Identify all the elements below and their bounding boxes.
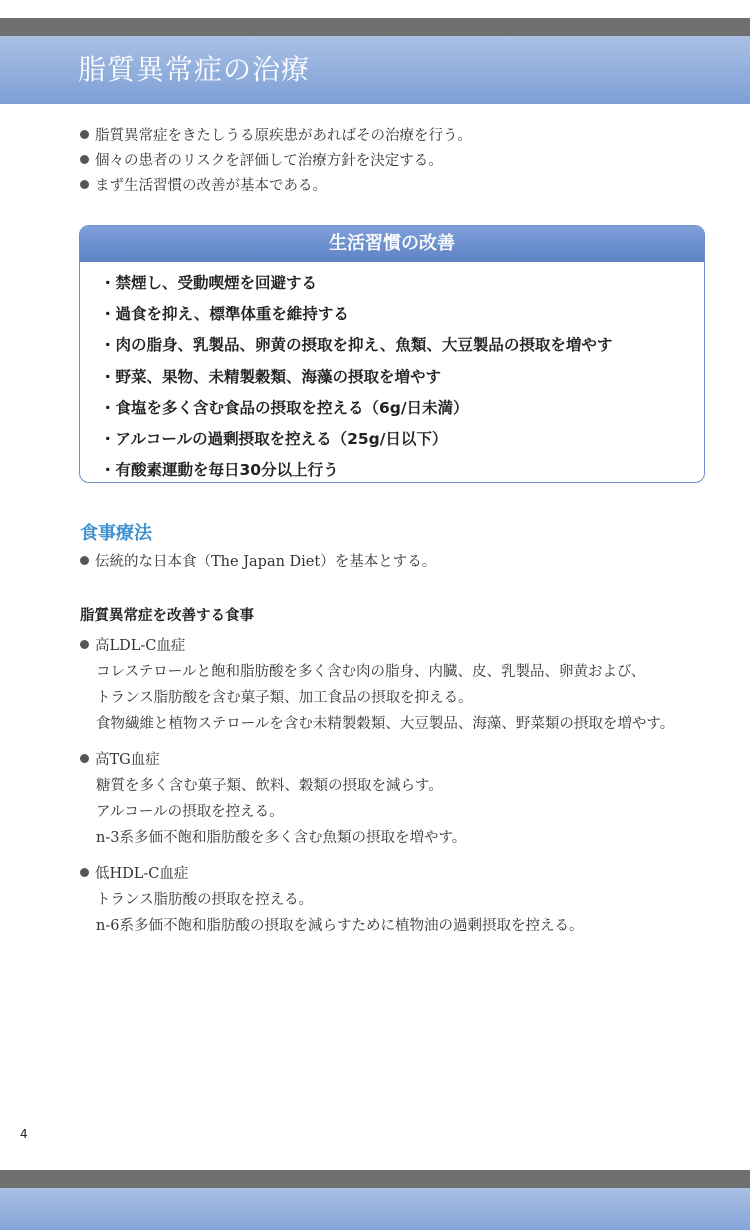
bullet-icon bbox=[80, 180, 89, 189]
page-number: 4 bbox=[20, 1127, 28, 1141]
bottom-band bbox=[0, 1170, 750, 1188]
ldl-group bbox=[80, 634, 730, 737]
intro-item: 個々の患者のリスクを評価して治療方針を決定する。 bbox=[80, 149, 720, 174]
lifestyle-box-title: 生活習慣の改善 bbox=[80, 226, 704, 262]
group-line: トランス脂肪酸の摂取を控える。 bbox=[96, 892, 314, 908]
diet-section-title: 食事療法 bbox=[80, 523, 152, 544]
group-line: コレステロールと飽和脂肪酸を多く含む肉の脂身、内臓、皮、乳製品、卵黄および、 bbox=[96, 664, 646, 680]
page-title: 脂質異常症の治療 bbox=[78, 53, 311, 86]
bullet-icon bbox=[80, 868, 89, 877]
group-title: 高LDL-C血症 bbox=[80, 634, 730, 659]
top-band bbox=[0, 18, 750, 36]
group-line: アルコールの摂取を控える。 bbox=[96, 804, 284, 820]
group-line: 糖質を多く含む菓子類、飲料、穀類の摂取を減らす。 bbox=[96, 778, 443, 794]
lifestyle-item: ・アルコールの過剰摂取を控える（25g/日以下） bbox=[100, 430, 448, 449]
tg-group bbox=[80, 748, 730, 851]
group-title: 高TG血症 bbox=[80, 748, 730, 773]
group-title: 低HDL-C血症 bbox=[80, 862, 730, 887]
lifestyle-item: ・食塩を多く含む食品の摂取を控える（6g/日未満） bbox=[100, 398, 469, 417]
intro-item: 脂質異常症をきたしうる原疾患があればその治療を行う。 bbox=[80, 124, 720, 149]
hdl-group bbox=[80, 862, 730, 939]
group-line: n-6系多価不飽和脂肪酸の摂取を減らすために植物油の過剰摂取を控える。 bbox=[96, 918, 584, 934]
lifestyle-item: ・肉の脂身、乳製品、卵黄の摂取を抑え、魚類、大豆製品の摂取を増やす bbox=[100, 336, 613, 355]
diet-subheading: 脂質異常症を改善する食事 bbox=[80, 608, 254, 624]
group-line: n-3系多価不飽和脂肪酸を多く含む魚類の摂取を増やす。 bbox=[96, 830, 467, 846]
lifestyle-item: ・過食を抑え、標準体重を維持する bbox=[100, 305, 349, 324]
lifestyle-item: ・有酸素運動を毎日30分以上行う bbox=[100, 461, 339, 480]
page-header bbox=[0, 36, 750, 104]
bullet-icon bbox=[80, 640, 89, 649]
page-footer bbox=[0, 1188, 750, 1230]
group-line: トランス脂肪酸を含む菓子類、加工食品の摂取を抑える。 bbox=[96, 690, 473, 706]
bullet-icon bbox=[80, 754, 89, 763]
intro-list bbox=[80, 124, 720, 199]
lifestyle-box bbox=[79, 225, 705, 483]
diet-intro: 伝統的な日本食（The Japan Diet）を基本とする。 bbox=[80, 550, 436, 575]
bullet-icon bbox=[80, 556, 89, 565]
group-line: 食物繊維と植物ステロールを含む未精製穀類、大豆製品、海藻、野菜類の摂取を増やす。 bbox=[96, 716, 675, 732]
bullet-icon bbox=[80, 155, 89, 164]
top-margin bbox=[0, 0, 750, 18]
lifestyle-item: ・野菜、果物、未精製穀類、海藻の摂取を増やす bbox=[100, 367, 442, 386]
intro-item: まず生活習慣の改善が基本である。 bbox=[80, 174, 720, 199]
lifestyle-item: ・禁煙し、受動喫煙を回避する bbox=[100, 274, 318, 292]
bullet-icon bbox=[80, 130, 89, 139]
lifestyle-list bbox=[80, 262, 704, 483]
